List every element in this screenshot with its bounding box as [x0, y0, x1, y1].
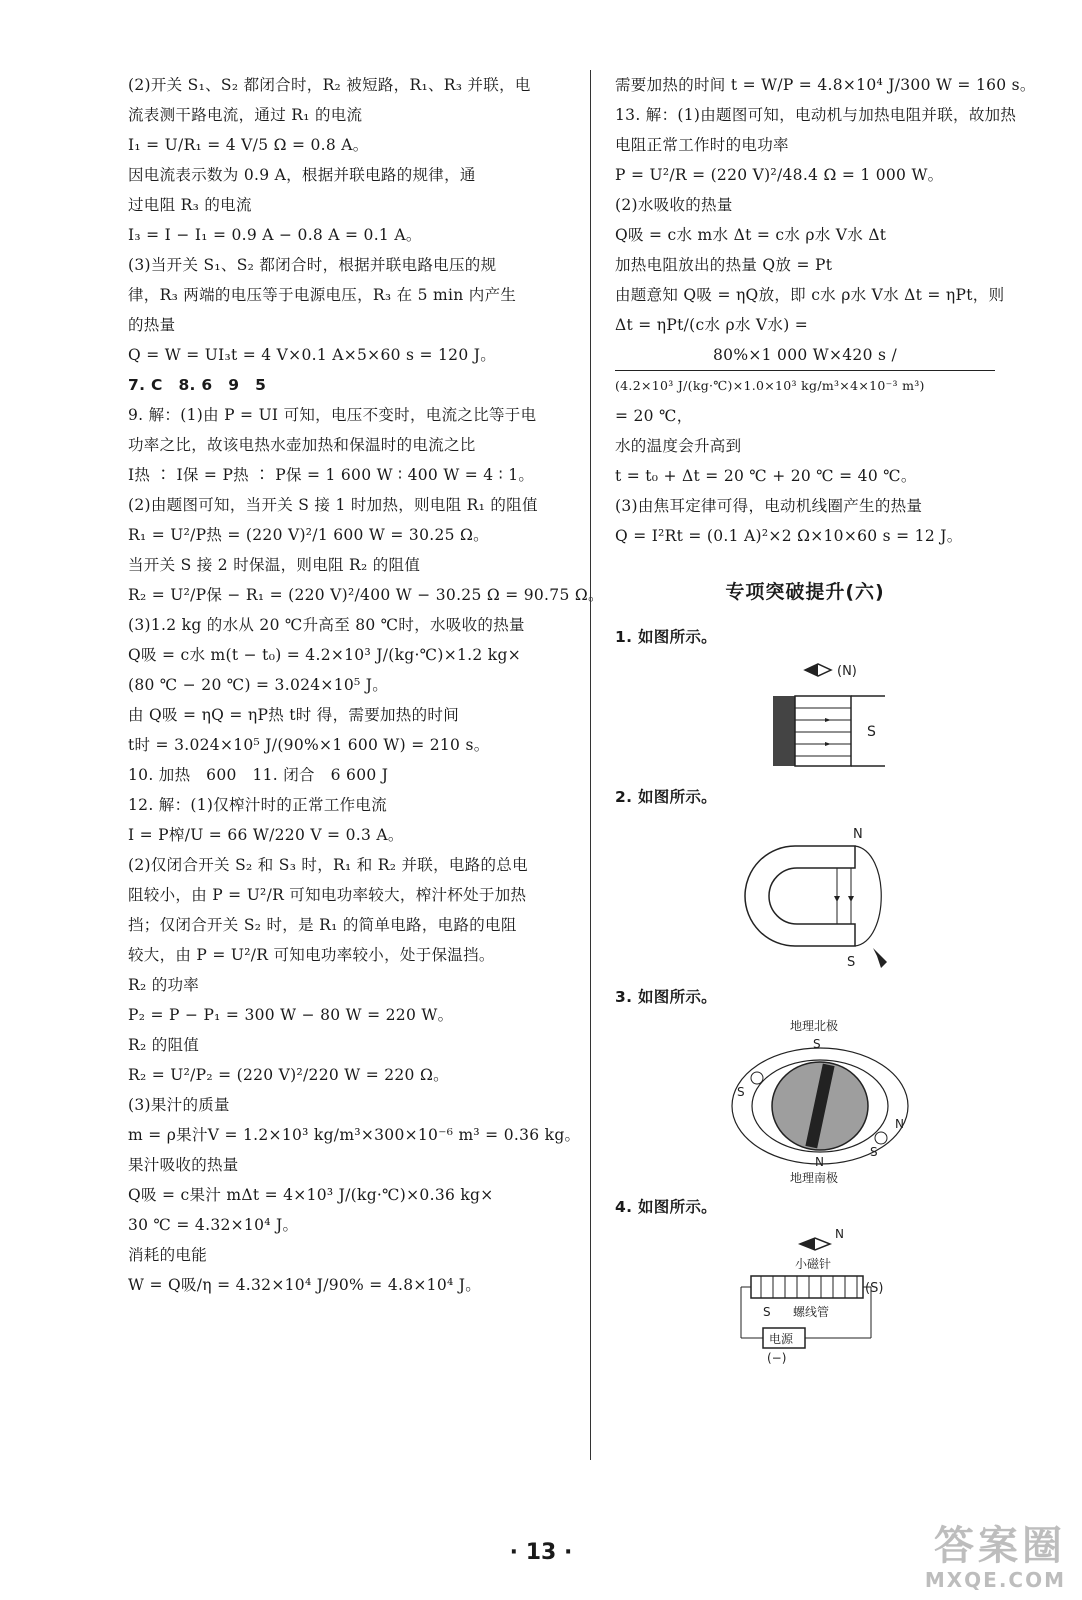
- needle-pole-label: (N): [837, 664, 857, 679]
- fraction-numerator: 80%×1 000 W×420 s /: [713, 346, 897, 364]
- formula-line: I = P榨/U = 66 W/220 V = 0.3 A。: [128, 826, 404, 844]
- text-line: (3)当开关 S₁、S₂ 都闭合时，根据并联电路电压的规: [128, 256, 497, 274]
- figure-1-electromagnet: [615, 656, 995, 776]
- compass-icon: [875, 1132, 887, 1144]
- text-line: 果汁吸收的热量: [128, 1156, 239, 1174]
- figure-2-u-magnet: [615, 816, 995, 976]
- compass-needle-icon: [873, 948, 887, 968]
- formula-line: I₁ = U/R₁ = 4 V/5 Ω = 0.8 A。: [128, 136, 369, 154]
- watermark-logo: [925, 1524, 1066, 1592]
- geographic-south-label: 地理南极: [790, 1171, 839, 1185]
- text-line: 流表测干路电流，通过 R₁ 的电流: [128, 106, 363, 124]
- text-line: 功率之比，故该电热水壶加热和保温时的电流之比: [128, 436, 476, 454]
- text-line: 较大，由 P = U²/R 可知电功率较小，处于保温挡。: [128, 946, 495, 964]
- watermark-site: MXQE.COM: [924, 1568, 1066, 1592]
- text-line: 律，R₃ 两端的电压等于电源电压，R₃ 在 5 min 内产生: [128, 286, 517, 304]
- text-line: 由题意知 Q吸 = ηQ放，即 c水 ρ水 V水 Δt = ηPt，则: [615, 286, 1005, 304]
- text-line: 的热量: [128, 316, 176, 334]
- figure-4-solenoid: [615, 1226, 995, 1366]
- text-line: 由 Q吸 = ηQ = ηP热 t时 得，需要加热的时间: [128, 706, 460, 724]
- text-line: (2)由题图可知，当开关 S 接 1 时加热，则电阻 R₁ 的阻值: [128, 496, 538, 514]
- text-line: (3)由焦耳定律可得，电动机线圈产生的热量: [615, 497, 923, 515]
- figure-3-earth-magnetic-field: [615, 1016, 995, 1186]
- power-label: 电源: [769, 1332, 794, 1346]
- formula-line: R₁ = U²/P热 = (220 V)²/1 600 W = 30.25 Ω。: [128, 526, 489, 544]
- needle-n-label: N: [835, 1227, 844, 1241]
- question-13-heading: 13. 解：(1)由题图可知，电动机与加热电阻并联，故加热: [615, 106, 1017, 124]
- pole-s-label: S: [867, 724, 876, 740]
- formula-line: Q吸 = c果汁 mΔt = 4×10³ J/(kg·℃)×0.36 kg×: [128, 1186, 494, 1204]
- item-4-label: 4. 如图所示。: [615, 1198, 717, 1216]
- text-line: 阻较小，由 P = U²/R 可知电功率较大，榨汁杯处于加热: [128, 886, 527, 904]
- formula-line: m = ρ果汁V = 1.2×10³ kg/m³×300×10⁻⁶ m³ = 0.36 kg。: [128, 1126, 581, 1144]
- formula-line: Q吸 = c水 m水 Δt = c水 ρ水 V水 Δt: [615, 226, 887, 244]
- question-9-heading: 9. 解：(1)由 P = UI 可知，电压不变时，电流之比等于电: [128, 406, 537, 424]
- text-line: (2)水吸收的热量: [615, 196, 733, 214]
- formula-line: Q = I²Rt = (0.1 A)²×2 Ω×10×60 s = 12 J。: [615, 527, 963, 545]
- answer-line: 10. 加热 600 11. 闭合 6 600 J: [128, 766, 389, 784]
- north-label: N: [853, 827, 863, 842]
- svg-text:S: S: [870, 1145, 878, 1159]
- text-line: R₂ 的功率: [128, 976, 200, 994]
- text-line: 加热电阻放出的热量 Q放 = Pt: [615, 256, 833, 274]
- formula-line: P = U²/R = (220 V)²/48.4 Ω = 1 000 W。: [615, 166, 944, 184]
- text-line: 过电阻 R₃ 的电流: [128, 196, 252, 214]
- text-line: 挡；仅闭合开关 S₂ 时，是 R₁ 的简单电路，电路的电阻: [128, 916, 517, 934]
- text-line: 消耗的电能: [128, 1246, 208, 1264]
- text-line: 当开关 S 接 2 时保温，则电阻 R₂ 的阻值: [128, 556, 421, 574]
- formula-line: = 20 ℃，: [615, 407, 693, 425]
- power-sign-label: (−): [767, 1351, 787, 1365]
- formula-line: Q吸 = c水 m(t − t₀) = 4.2×10³ J/(kg·℃)×1.2 kg×: [128, 646, 521, 664]
- text-line: (3)果汁的质量: [128, 1096, 230, 1114]
- text-line: (2)仅闭合开关 S₂ 和 S₃ 时，R₁ 和 R₂ 并联，电路的总电: [128, 856, 528, 874]
- formula-line: 需要加热的时间 t = W/P = 4.8×10⁴ J/300 W = 160 s。: [615, 76, 1036, 94]
- magnetic-s-top: S: [813, 1037, 821, 1051]
- formula-line: t时 = 3.024×10⁵ J/(90%×1 600 W) = 210 s。: [128, 736, 490, 754]
- iron-core: [773, 696, 795, 766]
- text-line: (2)开关 S₁、S₂ 都闭合时，R₂ 被短路，R₁、R₃ 并联，电: [128, 76, 531, 94]
- text-line: R₂ 的阻值: [128, 1036, 200, 1054]
- fraction-denominator: (4.2×10³ J/(kg·℃)×1.0×10³ kg/m³×4×10⁻³ m³): [615, 370, 995, 401]
- text-line: 电阻正常工作时的电功率: [615, 136, 789, 154]
- text-line: 因电流表示数为 0.9 A，根据并联电路的规律，通: [128, 166, 476, 184]
- compass-icon: [751, 1072, 763, 1084]
- text-line: 水的温度会升高到: [615, 437, 742, 455]
- left-column: [128, 70, 604, 1300]
- formula-line: t = t₀ + Δt = 20 ℃ + 20 ℃ = 40 ℃。: [615, 467, 917, 485]
- item-2-label: 2. 如图所示。: [615, 788, 717, 806]
- formula-line: P₂ = P − P₁ = 300 W − 80 W = 220 W。: [128, 1006, 454, 1024]
- needle-label: 小磁针: [795, 1257, 832, 1271]
- formula-line: R₂ = U²/P保 − R₁ = (220 V)²/400 W − 30.25 Ω = 90.75 Ω。: [128, 586, 604, 604]
- solenoid-label: 螺线管: [793, 1305, 830, 1319]
- formula-line: R₂ = U²/P₂ = (220 V)²/220 W = 220 Ω。: [128, 1066, 449, 1084]
- south-label: S: [847, 955, 856, 970]
- question-12-heading: 12. 解：(1)仅榨汁时的正常工作电流: [128, 796, 388, 814]
- text-line: (3)1.2 kg 的水从 20 ℃升高至 80 ℃时，水吸收的热量: [128, 616, 525, 634]
- svg-text:S: S: [737, 1085, 745, 1099]
- solenoid-coil: [751, 1276, 863, 1298]
- formula-line: I热 ∶ I保 = P热 ∶ P保 = 1 600 W ∶ 400 W = 4 ∶ 1。: [128, 466, 535, 484]
- answer-line: 7. C 8. 6 9 5: [128, 376, 267, 394]
- formula-line: Δt = ηPt/(c水 ρ水 V水) =: [615, 316, 809, 334]
- right-column: [615, 70, 1036, 1372]
- formula-line: I₃ = I − I₁ = 0.9 A − 0.8 A = 0.1 A。: [128, 226, 422, 244]
- formula-line: 30 ℃ = 4.32×10⁴ J。: [128, 1216, 299, 1234]
- geographic-north-label: 地理北极: [790, 1019, 839, 1033]
- solenoid-s-label: S: [763, 1305, 771, 1319]
- formula-line: W = Q吸/η = 4.32×10⁴ J/90% = 4.8×10⁴ J。: [128, 1276, 482, 1294]
- svg-text:N: N: [895, 1117, 904, 1131]
- section-title: 专项突破提升(六): [725, 581, 885, 603]
- formula-line: Q = W = UI₃t = 4 V×0.1 A×5×60 s = 120 J。: [128, 346, 497, 364]
- formula-line: (80 ℃ − 20 ℃) = 3.024×10⁵ J。: [128, 676, 389, 694]
- page-number: · 13 ·: [509, 1540, 573, 1565]
- needle-dark-half: [805, 664, 818, 676]
- column-divider: [590, 70, 591, 1460]
- coil-pole-label: (S): [865, 1281, 884, 1296]
- svg-text:N: N: [815, 1155, 824, 1169]
- item-3-label: 3. 如图所示。: [615, 988, 717, 1006]
- watermark-main: 答案圈: [934, 1523, 1066, 1569]
- item-1-label: 1. 如图所示。: [615, 628, 717, 646]
